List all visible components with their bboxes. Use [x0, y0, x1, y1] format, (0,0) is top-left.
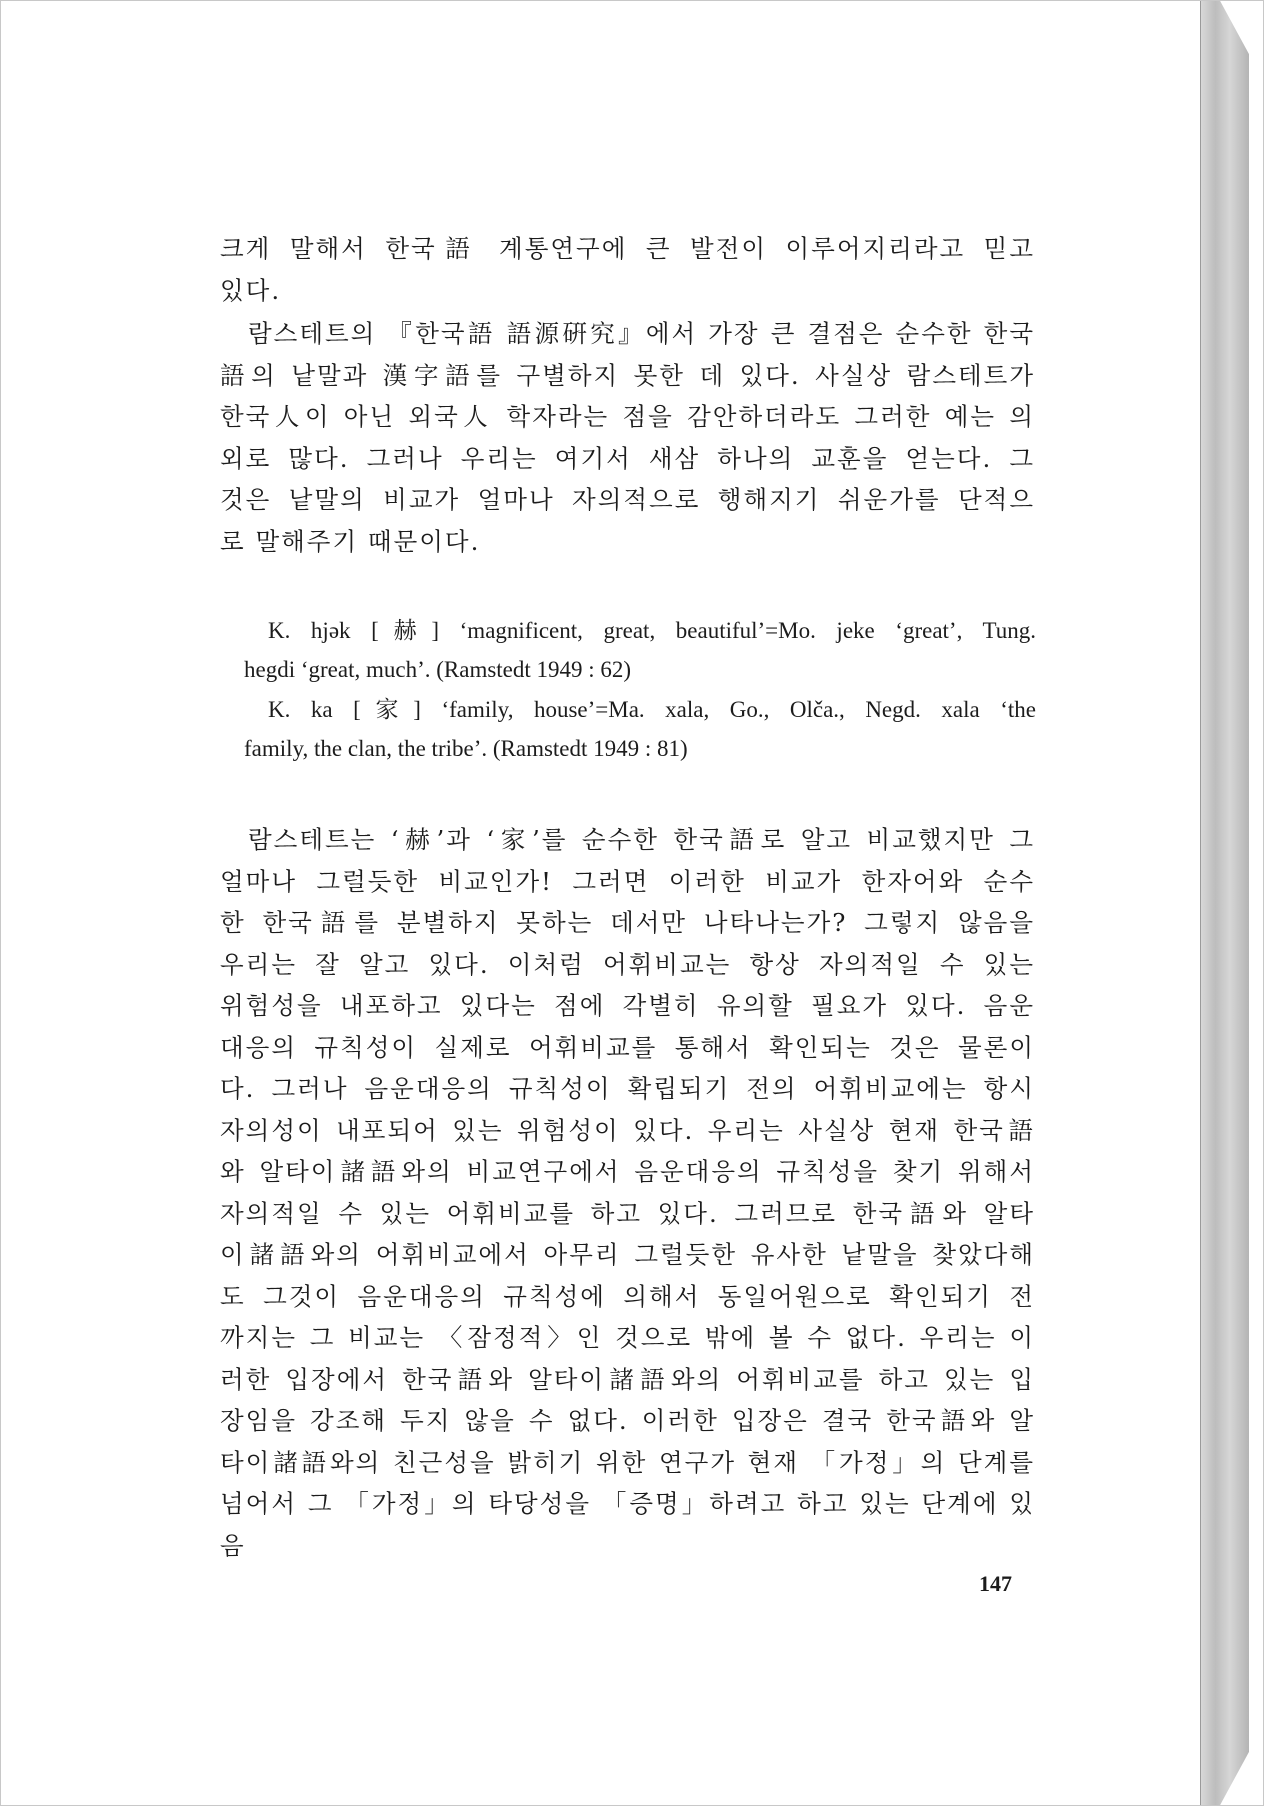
text-line: 까지는 그 비교는 〈잠정적〉인 것으로 밖에 볼 수 없다. 우리는 이: [220, 1323, 1035, 1352]
text-line: 러한 입장에서 한국語와 알타이諸語와의 어휘비교를 하고 있는 입: [220, 1364, 1035, 1394]
text-line: 것은 낱말의 비교가 얼마나 자의적으로 행해지기 쉬운가를 단적으: [220, 485, 1035, 514]
text-line: family, the clan, the tribe’. (Ramstedt 1949 : 81): [244, 735, 688, 761]
text-line: 語의 낱말과 漢字語를 구별하지 못한 데 있다. 사실상 람스테트가: [220, 360, 1035, 390]
text-line: 한국人이 아닌 외국人 학자라는 점을 감안하더라도 그러한 예는 의: [220, 402, 1035, 431]
text-line: 다. 그러나 음운대응의 규칙성이 확립되기 전의 어휘비교에는 항시: [220, 1074, 1035, 1103]
text-line: 우리는 잘 알고 있다. 이처럼 어휘비교는 항상 자의적일 수 있는: [220, 949, 1035, 979]
text-line: 대응의 규칙성이 실제로 어휘비교를 통해서 확인되는 것은 물론이: [220, 1032, 1035, 1062]
text-line: 넘어서 그 「가정」의 타당성을 「증명」하려고 하고 있는 단계에 있음: [220, 1489, 1035, 1560]
text-line: 람스테트는 ‘赫’과 ‘家’를 순수한 한국語로 알고 비교했지만 그: [248, 825, 1035, 854]
text-line: K. hjək [赫] ‘magnificent, great, beautiful’=Mo. jeke ‘great’, Tung.: [268, 618, 1036, 643]
paragraph-2: [220, 313, 1035, 562]
text-line: 타이諸語와의 친근성을 밝히기 위한 연구가 현재 「가정」의 단계를: [220, 1447, 1035, 1477]
text-line: 얼마나 그럴듯한 비교인가! 그러면 이러한 비교가 한자어와 순수: [220, 866, 1035, 896]
text-line: 자의성이 내포되어 있는 위험성이 있다. 우리는 사실상 현재 한국語: [220, 1115, 1035, 1145]
paragraph-3: [220, 819, 1035, 1566]
text-line: 이諸語와의 어휘비교에서 아무리 그럴듯한 유사한 낱말을 찾았다해: [220, 1240, 1035, 1269]
text-line: K. ka [家] ‘family, house’=Ma. xala, Go., Olča., Negd. xala ‘the: [268, 697, 1036, 722]
text-line: hegdi ‘great, much’. (Ramstedt 1949 : 62): [244, 656, 632, 682]
page-number: 147: [979, 1571, 1012, 1596]
paragraph-1: [220, 228, 1035, 311]
page-stack-edge: [1200, 0, 1249, 1806]
text-line: 자의적일 수 있는 어휘비교를 하고 있다. 그러므로 한국語와 알타: [220, 1198, 1035, 1228]
text-line: 람스테트의 『한국語 語源硏究』에서 가장 큰 결점은 순수한 한국: [248, 319, 1035, 348]
text-line: 외로 많다. 그러나 우리는 여기서 새삼 하나의 교훈을 얻는다. 그: [220, 443, 1035, 473]
quoted-example-1: [244, 612, 1036, 689]
text-line: 와 알타이諸語와의 비교연구에서 음운대응의 규칙성을 찾기 위해서: [220, 1157, 1035, 1186]
text-line: 로 말해주기 때문이다.: [220, 526, 481, 556]
text-line: 도 그것이 음운대응의 규칙성에 의해서 동일어원으로 확인되기 전: [220, 1281, 1035, 1311]
text-line: 크게 말해서 한국語 계통연구에 큰 발전이 이루어지리라고 믿고: [220, 234, 1035, 263]
text-line: 있다.: [220, 275, 282, 305]
text-line: 위험성을 내포하고 있다는 점에 각별히 유의할 필요가 있다. 음운: [220, 991, 1035, 1020]
text-line: 한 한국語를 분별하지 못하는 데서만 나타나는가? 그렇지 않음을: [220, 908, 1035, 937]
text-line: 장임을 강조해 두지 않을 수 없다. 이러한 입장은 결국 한국語와 알: [220, 1406, 1035, 1435]
quoted-example-2: [244, 691, 1036, 768]
